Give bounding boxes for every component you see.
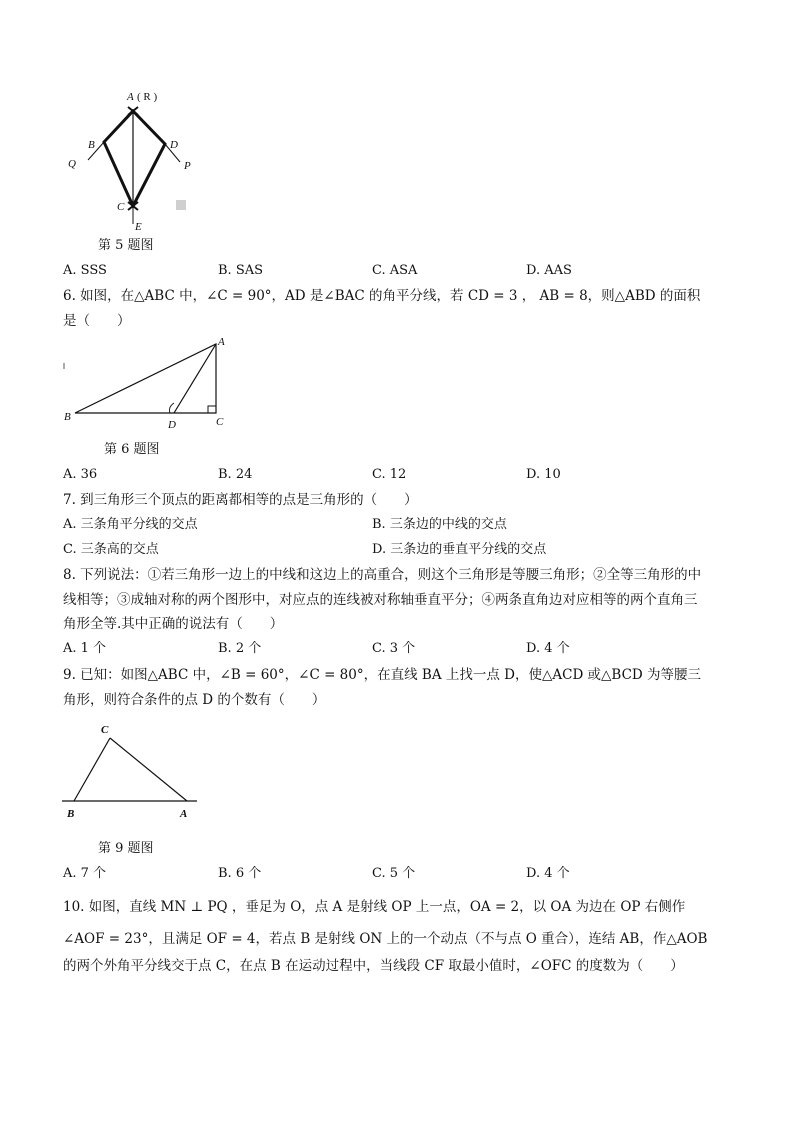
q6-option-a: A. 36 — [63, 467, 98, 482]
q9-option-d: D. 4 个 — [526, 866, 570, 881]
q9-side-CA — [110, 738, 187, 801]
q10-stem-line1: 10. 如图，直线 MN ⊥ PQ ，垂足为 O，点 A 是射线 OP 上一点，OA = 2，以 OA 为边在 OP 右侧作 — [63, 899, 686, 915]
q8-option-b: B. 2 个 — [218, 641, 262, 656]
q6-label-A: A — [218, 336, 225, 348]
q9-side-BC — [74, 738, 110, 801]
q5-kite — [104, 111, 165, 206]
q6-right-angle — [208, 406, 216, 413]
q6-option-d: D. 10 — [526, 467, 561, 482]
q6-stem-line2: 是（ ） — [63, 313, 131, 329]
q9-option-b: B. 6 个 — [218, 866, 262, 881]
q5-label-R: ( R ) — [137, 91, 158, 103]
q5-option-a: A. SSS — [63, 263, 107, 278]
q8-option-c: C. 3 个 — [372, 641, 416, 656]
q6-caption: 第 6 题图 — [104, 442, 160, 457]
q5-label-Q: Q — [68, 158, 76, 170]
q8-option-d: D. 4 个 — [526, 641, 570, 656]
q8-stem-line1: 8. 下列说法：①若三角形一边上的中线和这边上的高重合，则这个三角形是等腰三角形；②全等三角形的中 — [63, 567, 702, 583]
q6-figure — [60, 335, 240, 435]
q9-label-C: C — [101, 724, 109, 736]
q5-figure — [60, 84, 200, 234]
q9-caption: 第 9 题图 — [98, 841, 154, 856]
q9-label-B: B — [67, 808, 75, 820]
q8-option-a: A. 1 个 — [63, 641, 107, 656]
q9-stem-line2: 角形，则符合条件的点 D 的个数有（ ） — [63, 692, 326, 708]
q7-stem: 7. 到三角形三个顶点的距离都相等的点是三角形的（ ） — [63, 492, 418, 508]
q10-stem-line2: ∠AOF = 23°，且满足 OF = 4，若点 B 是射线 ON 上的一个动点（不与点 O 重合），连结 AB，作△AOB — [63, 931, 708, 947]
q5-label-C: C — [117, 201, 125, 213]
q5-label-P: P — [184, 160, 191, 172]
q5-label-A: A — [127, 91, 134, 103]
q5-artifact — [176, 200, 186, 210]
q5-option-c: C. ASA — [372, 263, 418, 278]
q7-option-a: A. 三条角平分线的交点 — [63, 517, 198, 532]
q5-label-E: E — [135, 221, 142, 233]
q6-option-b: B. 24 — [218, 467, 253, 482]
q6-label-B: B — [64, 411, 71, 423]
q6-label-C: C — [216, 416, 224, 428]
q6-stem-line1: 6. 如图，在△ABC 中，∠C = 90°，AD 是∠BAC 的角平分线，若 CD = 3 ， AB = 8，则△ABD 的面积 — [63, 288, 701, 304]
q10-stem-line3: 的两个外角平分线交于点 C，在点 B 在运动过程中，当线段 CF 取最小值时，∠OFC 的度数为（ ） — [63, 958, 684, 974]
q6-arc — [170, 403, 175, 413]
q5-option-b: B. SAS — [218, 263, 264, 278]
q9-figure — [60, 718, 210, 828]
q5-caption: 第 5 题图 — [98, 238, 154, 253]
q7-option-b: B. 三条边的中线的交点 — [372, 517, 507, 532]
q9-option-a: A. 7 个 — [63, 866, 107, 881]
q6-label-D: D — [168, 419, 176, 431]
q9-option-c: C. 5 个 — [372, 866, 416, 881]
q5-option-d: D. AAS — [526, 263, 572, 278]
q9-stem-line1: 9. 已知：如图△ABC 中，∠B = 60°，∠C = 80°，在直线 BA 上找一点 D，使△ACD 或△BCD 为等腰三 — [63, 667, 702, 683]
q7-option-d: D. 三条边的垂直平分线的交点 — [372, 542, 547, 557]
q5-label-D: D — [170, 139, 178, 151]
q8-stem-line3: 角形全等.其中正确的说法有（ ） — [63, 616, 284, 632]
q5-label-B: B — [88, 139, 95, 151]
q6-option-c: C. 12 — [372, 467, 407, 482]
q7-option-c: C. 三条高的交点 — [63, 542, 159, 557]
q9-label-A: A — [180, 808, 188, 820]
q8-stem-line2: 线相等；③成轴对称的两个图形中，对应点的连线被对称轴垂直平分；④两条直角边对应相等的两个直角三 — [63, 592, 698, 608]
